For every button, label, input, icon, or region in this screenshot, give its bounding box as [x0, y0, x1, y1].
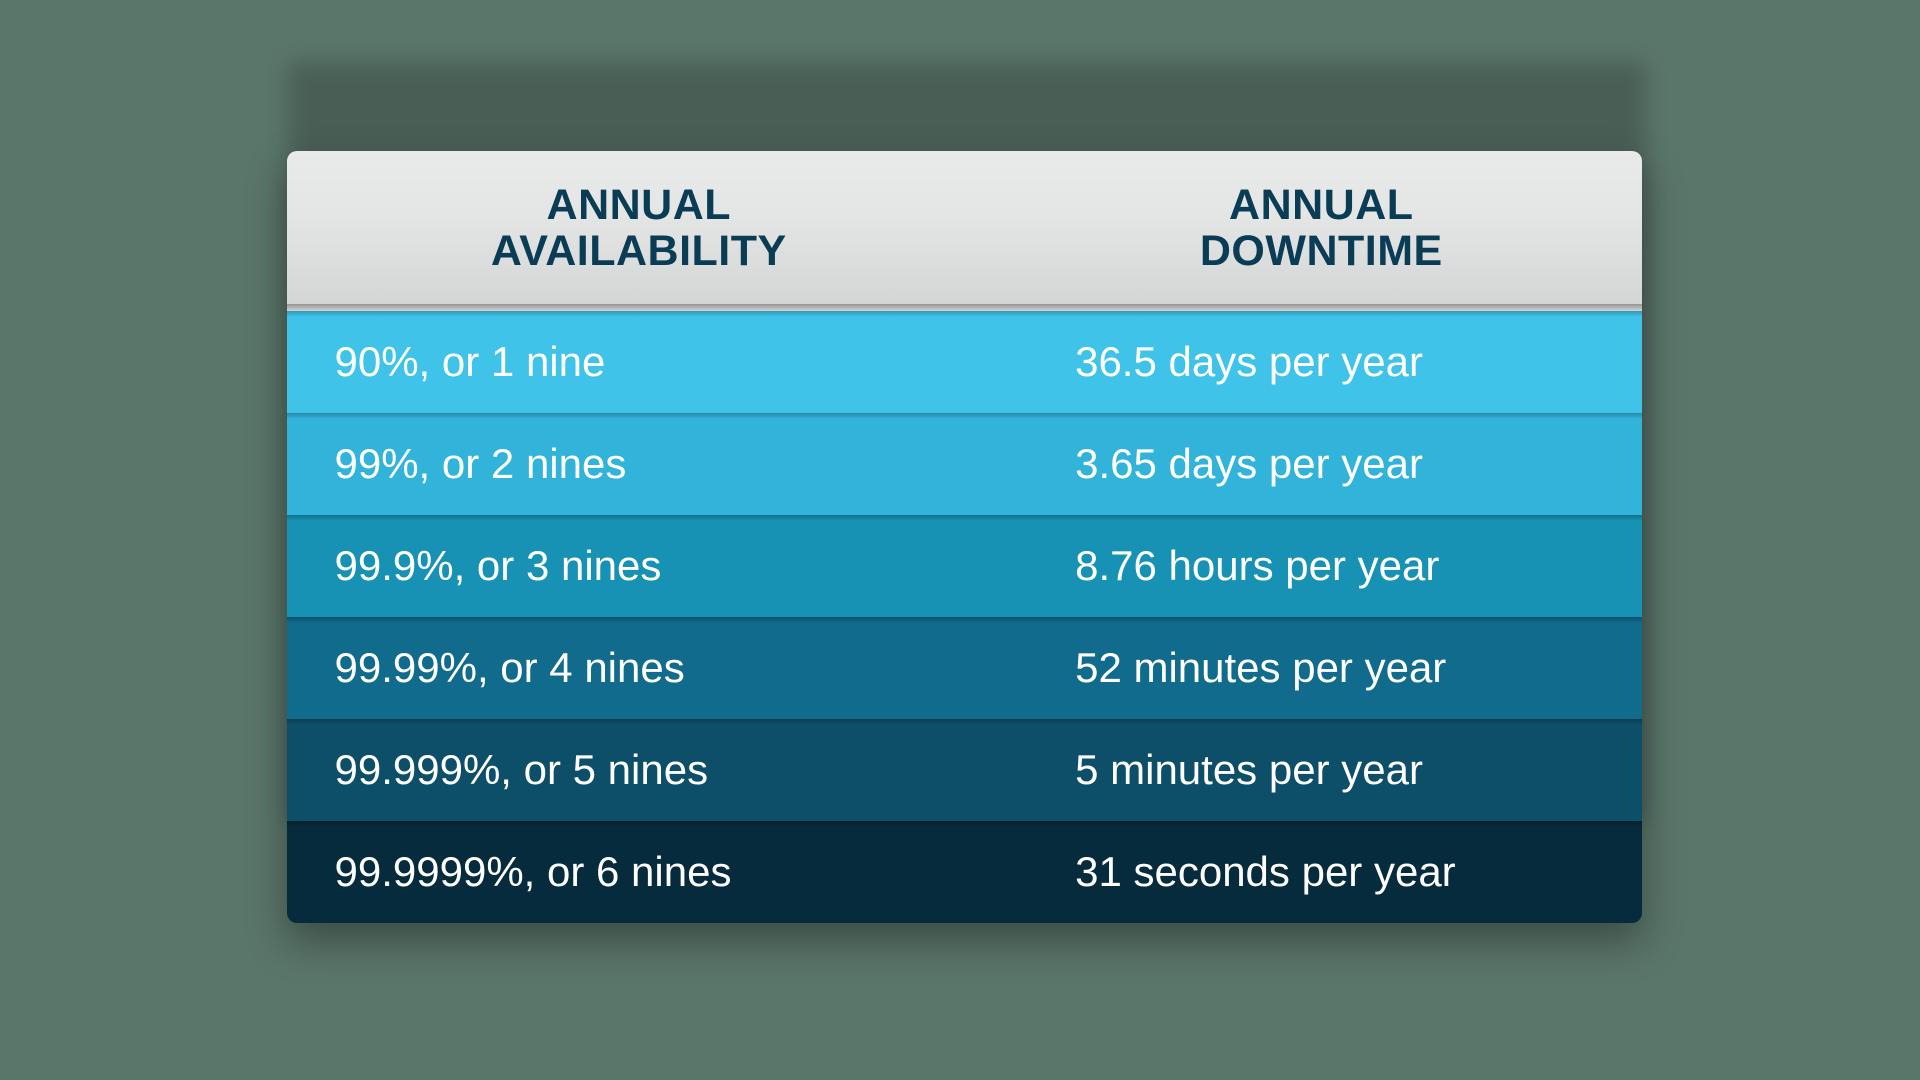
availability-table	[287, 151, 1642, 923]
table-row	[287, 515, 1642, 617]
cell-downtime: 31 seconds per year	[1075, 848, 1456, 895]
column-header-annual-availability	[287, 151, 992, 311]
cell-availability: 99.999%, or 5 nines	[334, 746, 709, 793]
cell-downtime: 52 minutes per year	[1075, 644, 1447, 691]
table-row	[287, 311, 1642, 413]
cell-downtime: 36.5 days per year	[1075, 338, 1423, 385]
column-header-downtime-line2: DOWNTIME	[1199, 227, 1443, 275]
cell-availability: 99.9999%, or 6 nines	[334, 848, 732, 895]
cell-availability: 99%, or 2 nines	[334, 440, 627, 487]
column-header-availability-line1: ANNUAL	[546, 181, 732, 230]
column-header-annual-downtime	[991, 151, 1641, 311]
table-row	[287, 413, 1642, 515]
cell-downtime: 5 minutes per year	[1075, 746, 1423, 793]
table-row	[287, 719, 1642, 821]
cell-downtime: 3.65 days per year	[1075, 440, 1423, 487]
table-header-row	[287, 151, 1642, 311]
column-header-downtime-line1: ANNUAL	[1229, 181, 1414, 230]
table-row	[287, 617, 1642, 719]
cell-availability: 99.99%, or 4 nines	[334, 644, 685, 691]
cell-availability: 90%, or 1 nine	[334, 338, 606, 385]
cell-downtime: 8.76 hours per year	[1075, 542, 1440, 589]
cell-availability: 99.9%, or 3 nines	[334, 542, 662, 589]
table-row	[287, 821, 1642, 923]
column-header-availability-line2: AVAILABILITY	[490, 227, 787, 275]
